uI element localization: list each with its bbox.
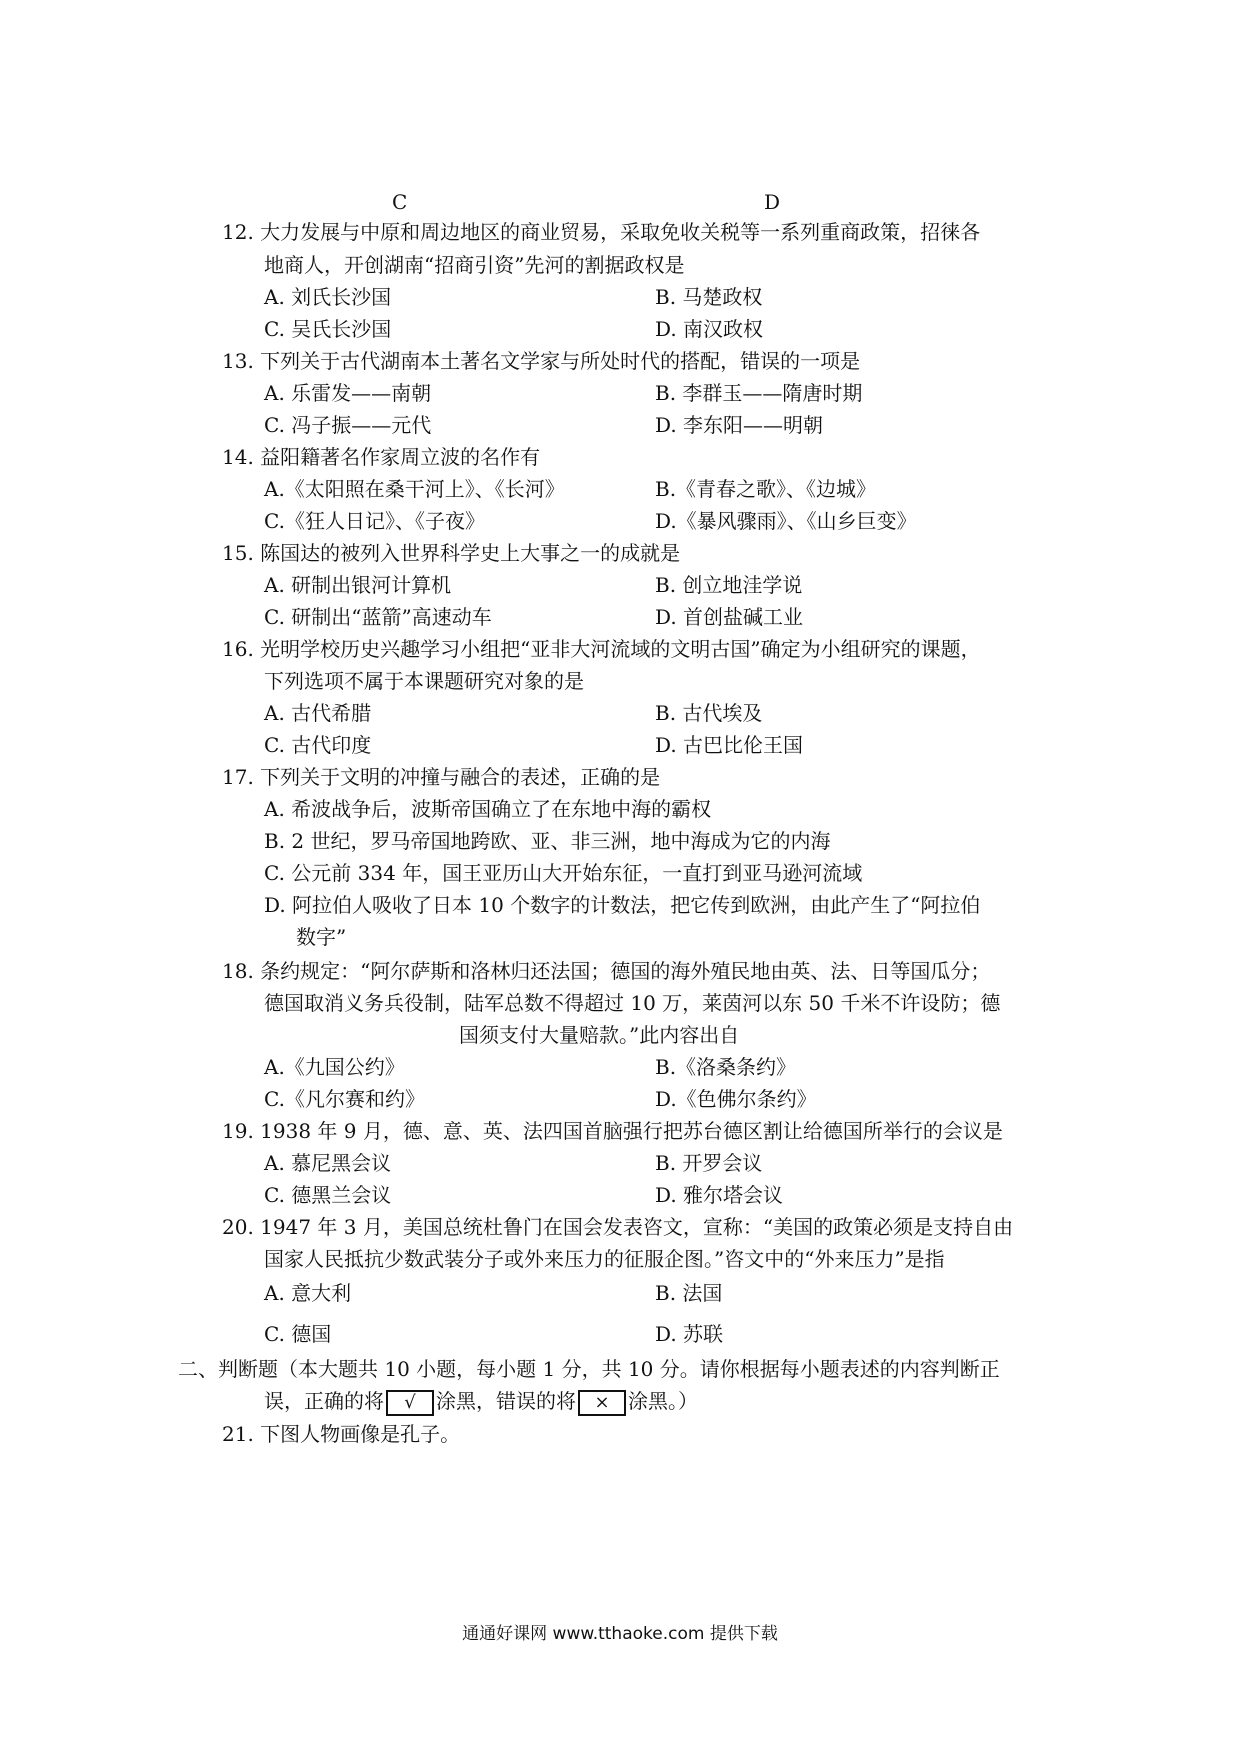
q13-stem: 13. 下列关于古代湖南本土著名文学家与所处时代的搭配，错误的一项是 xyxy=(222,349,861,373)
q13-option-d: D. 李东阳——明朝 xyxy=(655,413,824,437)
q20-stem-line2: 国家人民抵抗少数武装分子或外来压力的征服企图。”咨文中的“外来压力”是指 xyxy=(264,1247,945,1271)
q17-stem: 17. 下列关于文明的冲撞与融合的表述，正确的是 xyxy=(222,765,661,789)
q14-option-d: D.《暴风骤雨》、《山乡巨变》 xyxy=(655,509,917,533)
section2-text-b: 涂黑，错误的将 xyxy=(436,1389,576,1413)
q14-option-b: B.《青春之歌》、《边城》 xyxy=(655,477,877,501)
section2-heading-line1: 二、判断题（本大题共 10 小题，每小题 1 分，共 10 分。请你根据每小题表述的内容判断正 xyxy=(178,1357,1000,1381)
q17-option-d-cont: 数字” xyxy=(296,925,347,949)
q18-stem-line1: 18. 条约规定：“阿尔萨斯和洛林归还法国；德国的海外殖民地由英、法、日等国瓜分； xyxy=(222,959,991,983)
q12-option-c: C. 吴氏长沙国 xyxy=(264,317,392,341)
q12-option-a: A. 刘氏长沙国 xyxy=(264,285,392,309)
q20-option-d: D. 苏联 xyxy=(655,1322,724,1346)
q14-option-a: A.《太阳照在桑干河上》、《长河》 xyxy=(264,477,565,501)
q17-option-d: D. 阿拉伯人吸收了日本 10 个数字的计数法，把它传到欧洲，由此产生了“阿拉伯 xyxy=(264,893,981,917)
q12-stem-line1: 12. 大力发展与中原和周边地区的商业贸易，采取免收关税等一系列重商政策，招徕各 xyxy=(222,220,981,244)
q17-option-b: B. 2 世纪，罗马帝国地跨欧、亚、非三洲，地中海成为它的内海 xyxy=(264,829,831,853)
q13-option-c: C. 冯子振——元代 xyxy=(264,413,432,437)
q18-stem-line3: 国须支付大量赔款。”此内容出自 xyxy=(459,1023,740,1047)
q15-option-d: D. 首创盐碱工业 xyxy=(655,605,804,629)
q14-option-c: C.《狂人日记》、《子夜》 xyxy=(264,509,485,533)
q17-option-c: C. 公元前 334 年，国王亚历山大开始东征，一直打到亚马逊河流域 xyxy=(264,861,863,885)
q16-stem-line1: 16. 光明学校历史兴趣学习小组把“亚非大河流域的文明古国”确定为小组研究的课题， xyxy=(222,637,981,661)
q12-option-b: B. 马楚政权 xyxy=(655,285,763,309)
q16-option-d: D. 古巴比伦王国 xyxy=(655,733,804,757)
q16-option-b: B. 古代埃及 xyxy=(655,701,763,725)
q18-option-c: C.《凡尔赛和约》 xyxy=(264,1087,425,1111)
section2-heading-line2 xyxy=(264,1387,698,1415)
q18-option-a: A.《九国公约》 xyxy=(264,1055,405,1079)
q14-stem: 14. 益阳籍著名作家周立波的名作有 xyxy=(222,445,541,469)
section2-text-a: 误，正确的将 xyxy=(264,1389,384,1413)
check-mark-box: √ xyxy=(386,1390,434,1416)
q19-option-c: C. 德黑兰会议 xyxy=(264,1183,392,1207)
q20-option-c: C. 德国 xyxy=(264,1322,332,1346)
q20-option-a: A. 意大利 xyxy=(264,1281,352,1305)
q12-option-d: D. 南汉政权 xyxy=(655,317,764,341)
q19-stem: 19. 1938 年 9 月，德、意、英、法四国首脑强行把苏台德区割让给德国所举行的会议是 xyxy=(222,1119,1003,1143)
q13-option-b: B. 李群玉——隋唐时期 xyxy=(655,381,863,405)
cross-mark-box: × xyxy=(578,1390,626,1416)
option-letter-d: D xyxy=(764,190,781,214)
footer-watermark: 通通好课网 www.tthaoke.com 提供下载 xyxy=(462,1624,778,1644)
q20-option-b: B. 法国 xyxy=(655,1281,723,1305)
q12-stem-line2: 地商人，开创湖南“招商引资”先河的割据政权是 xyxy=(264,253,685,277)
q19-option-a: A. 慕尼黑会议 xyxy=(264,1151,392,1175)
q16-stem-line2: 下列选项不属于本课题研究对象的是 xyxy=(264,669,584,693)
q21-stem: 21. 下图人物画像是孔子。 xyxy=(222,1422,461,1446)
q15-option-c: C. 研制出“蓝箭”高速动车 xyxy=(264,605,492,629)
q13-option-a: A. 乐雷发——南朝 xyxy=(264,381,432,405)
q16-option-a: A. 古代希腊 xyxy=(264,701,372,725)
q15-stem: 15. 陈国达的被列入世界科学史上大事之一的成就是 xyxy=(222,541,681,565)
q18-option-d: D.《色佛尔条约》 xyxy=(655,1087,817,1111)
q15-option-a: A. 研制出银河计算机 xyxy=(264,573,452,597)
option-letter-c: C xyxy=(392,190,408,214)
q15-option-b: B. 创立地洼学说 xyxy=(655,573,803,597)
section2-text-c: 涂黑。） xyxy=(628,1389,698,1413)
q16-option-c: C. 古代印度 xyxy=(264,733,372,757)
q18-stem-line2: 德国取消义务兵役制，陆军总数不得超过 10 万，莱茵河以东 50 千米不许设防；德 xyxy=(264,991,1001,1015)
q19-option-b: B. 开罗会议 xyxy=(655,1151,763,1175)
q19-option-d: D. 雅尔塔会议 xyxy=(655,1183,784,1207)
q20-stem-line1: 20. 1947 年 3 月，美国总统杜鲁门在国会发表咨文，宣称：“美国的政策必须是支持自由 xyxy=(222,1215,1014,1239)
q17-option-a: A. 希波战争后，波斯帝国确立了在东地中海的霸权 xyxy=(264,797,712,821)
q18-option-b: B.《洛桑条约》 xyxy=(655,1055,797,1079)
